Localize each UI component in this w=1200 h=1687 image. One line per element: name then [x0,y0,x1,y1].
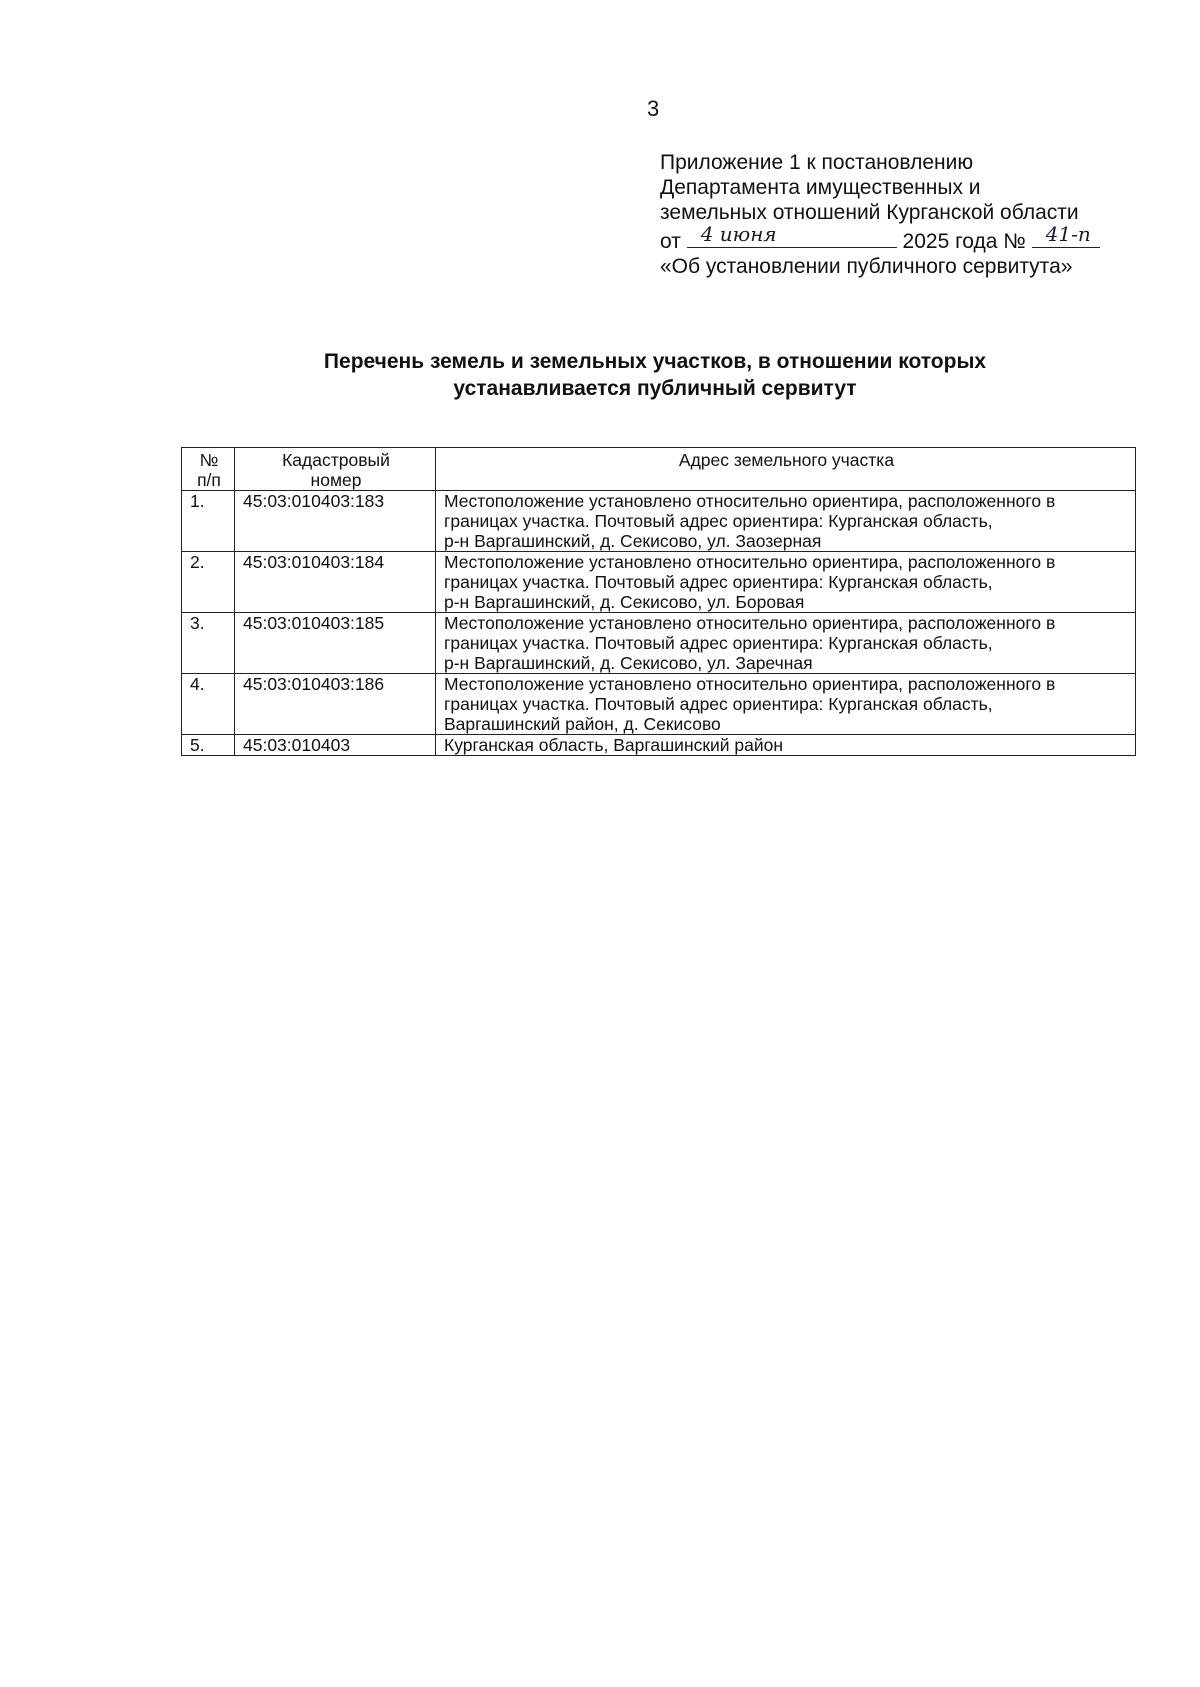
appendix-date-line [660,222,1100,254]
title-line-1: Перечень земель и земельных участков, в отношении которых [323,350,987,373]
title-line-2: устанавливается публичный сервитут [453,377,857,400]
document-title [180,348,1130,402]
row-address: Местоположение установлено относительно ориентира, расположенного в границах участка. Почтовый адрес ориентира: Курганская область, р-н Варгашинский, д. Секисово, ул. Боровая [436,552,1136,613]
year-text: 2025 года № [902,230,1026,253]
table-row [182,491,1136,552]
row-cadastral: 45:03:010403 [235,735,436,756]
row-address: Местоположение установлено относительно ориентира, расположенного в границах участка. Почтовый адрес ориентира: Курганская область, р-н Варгашинский, д. Секисово, ул. Заозерная [436,491,1136,552]
table-row [182,552,1136,613]
handwritten-number: 41-п [1045,222,1091,246]
row-cadastral: 45:03:010403:186 [235,674,436,735]
header-num: № п/п [182,448,235,491]
page-number: 3 [647,96,660,121]
appendix-line-1: Приложение 1 к постановлению [660,151,974,174]
row-num: 5. [182,735,235,756]
from-prefix: от [660,230,681,253]
row-address: Местоположение установлено относительно ориентира, расположенного в границах участка. Почтовый адрес ориентира: Курганская область, Варгашинский район, д. Секисово [436,674,1136,735]
number-fill-line [1032,222,1100,248]
land-plots-table [181,447,1136,756]
header-address: Адрес земельного участка [436,448,1136,491]
row-num: 1. [182,491,235,552]
header-cadastral: Кадастровый номер [235,448,436,491]
appendix-line-2: Департамента имущественных и [660,176,981,199]
handwritten-date: 4 июня [700,222,777,246]
row-address: Курганская область, Варгашинский район [436,735,1136,756]
date-fill-line [687,222,897,248]
row-cadastral: 45:03:010403:184 [235,552,436,613]
table-header-row [182,448,1136,491]
row-num: 3. [182,613,235,674]
table-row [182,735,1136,756]
row-num: 2. [182,552,235,613]
row-num: 4. [182,674,235,735]
appendix-line-3: земельных отношений Курганской области [660,201,1079,224]
row-cadastral: 45:03:010403:183 [235,491,436,552]
row-address: Местоположение установлено относительно ориентира, расположенного в границах участка. Почтовый адрес ориентира: Курганская область, р-н Варгашинский, д. Секисово, ул. Заречная [436,613,1136,674]
appendix-line-5: «Об установлении публичного сервитута» [660,255,1073,278]
appendix-block [660,150,1100,279]
row-cadastral: 45:03:010403:185 [235,613,436,674]
table-row [182,613,1136,674]
table-row [182,674,1136,735]
